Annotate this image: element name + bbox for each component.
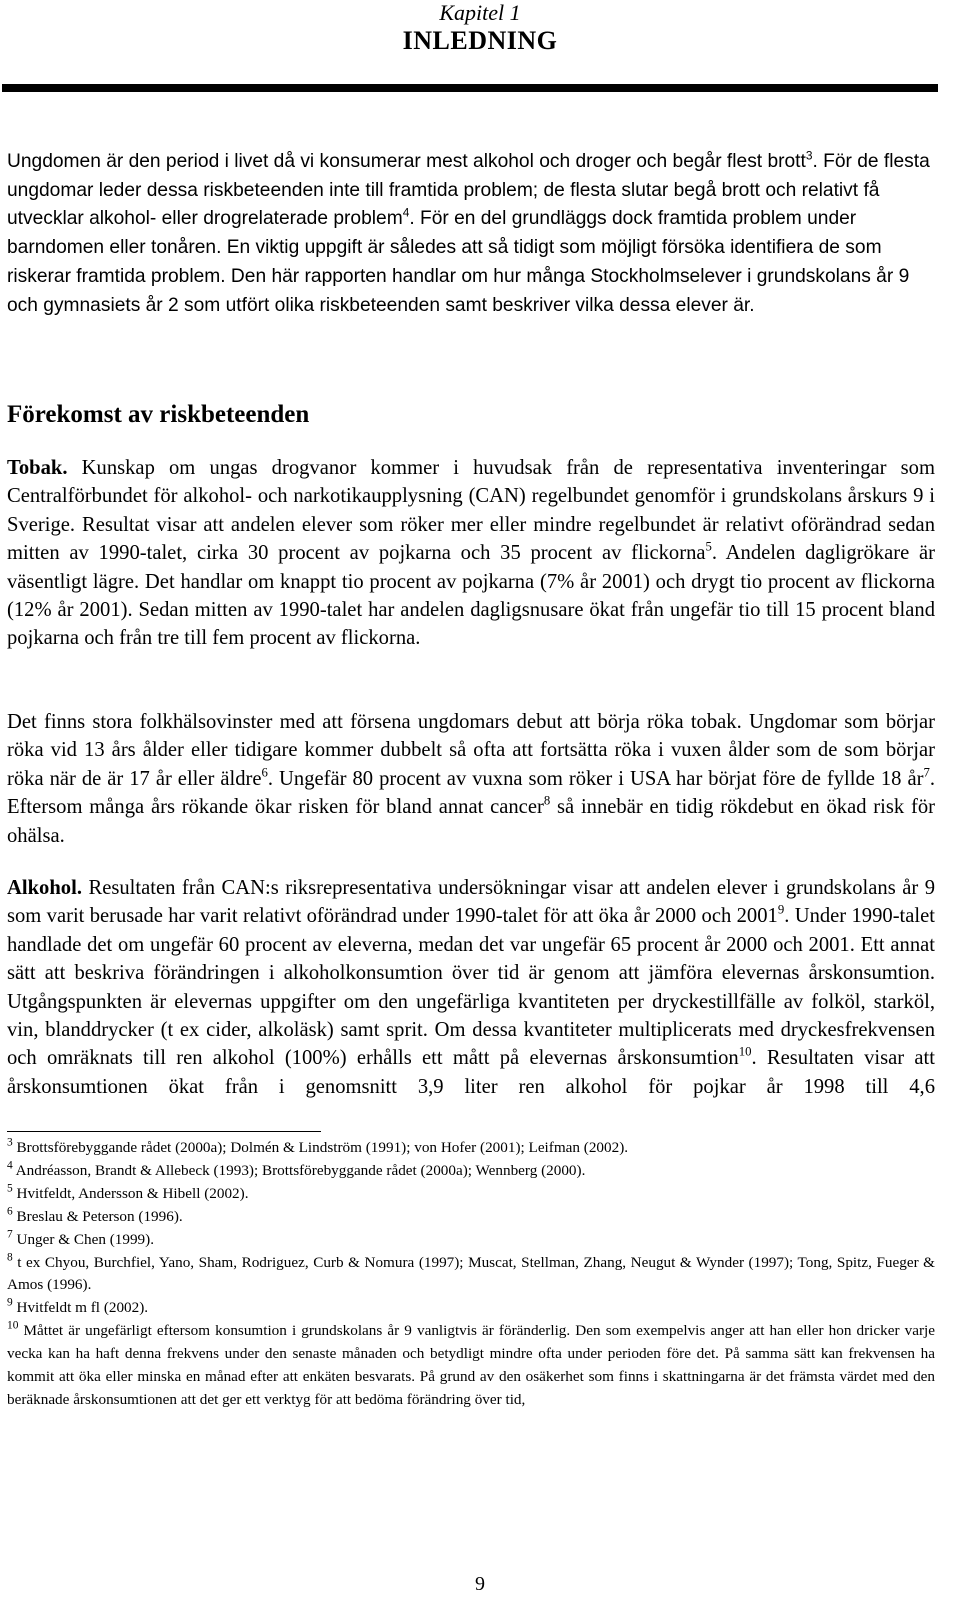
intro-text: . För en del grundläggs dock framtida problem under barndomen eller tonåren. En viktig uppgift är således att så tidigt som möjligt försöka identifiera de som riskerar framtida problem. Den här rapporten handlar om hur många Stockholmselever i grundskolans år 9 och gymnasiets år 2 som utfört olika riskbeteenden samt beskriver vilka dessa elever är. — [7, 208, 910, 316]
intro-text: . För de flesta ungdomar leder dessa riskbeteenden inte till framtida problem; de flesta slutar begå brott och relativt få utvecklar alkohol- eller drogrelaterade problem — [7, 151, 930, 230]
footnote-number: 4 — [7, 1159, 13, 1172]
section-heading: Förekomst av riskbeteenden — [7, 401, 310, 428]
tobak-paragraph — [7, 454, 935, 653]
footnote — [7, 1137, 935, 1160]
paragraph-text: så innebär en tidig rökdebut en ökad risk för ohälsa. — [7, 796, 935, 847]
footnote-text: Måttet är ungefärligt eftersom konsumtion i grundskolans år 9 vanligtvis är föränderlig. Den som exempelvis anger att han eller hon dricker varje vecka kan ha haft denna frekvens under den senaste månaden och betydligt mindre ofta under perioden före det. På samma sätt kan frekvensen ha kommit att öka eller minska en månad efter att enkäten besvarats. På grund av den osäkerhet som finns i skattningarna är det främsta värdet med den beräknade årskonsumtionen att det ger ett verktyg för att bedöma förändring över tid, — [7, 1322, 935, 1408]
paragraph-text: . Resultaten visar att årskonsumtionen ökat från i genomsnitt 3,9 liter ren alkohol för pojkar år 1998 till 4,6 — [7, 1047, 936, 1098]
footnote — [7, 1206, 935, 1229]
footnote — [7, 1183, 935, 1206]
paragraph-lead: Alkohol. — [7, 877, 82, 899]
footnote-number: 8 — [7, 1251, 13, 1264]
footnote-text: Brottsförebyggande rådet (2000a); Dolmén & Lindström (1991); von Hofer (2001); Leifman (2002). — [12, 1139, 629, 1156]
footnote-ref: 7 — [923, 765, 930, 780]
alkohol-paragraph — [7, 874, 935, 1101]
page-number: 9 — [475, 1573, 485, 1595]
folkhalsa-paragraph — [7, 708, 935, 850]
footnote — [7, 1297, 935, 1320]
paragraph-text: . Andelen dagligrökare är väsentligt lägre. Det handlar om knappt tio procent av pojkarna (7% år 2001) och drygt tio procent av flickorna (12% år 2001). Sedan mitten av 1990-talet har andelen dagligsnusare ökat från ungefär tio till 15 procent bland pojkarna och från tre till fem procent av flickorna. — [7, 542, 935, 650]
paragraph-text: Kunskap om ungas drogvanor kommer i huvudsak från de representativa inventeringar som Centralförbundet för alkohol- och narkotikaupplysning (CAN) regelbundet genomför i grundskolans årskurs 9 i Sverige. Resultat visar att andelen elever som röker mer eller mindre regelbundet är relativt oförändrad sedan mitten av 1990-talet, cirka 30 procent av pojkarna och 35 procent av flickorna — [7, 457, 935, 565]
footnote-ref: 9 — [777, 903, 785, 918]
footnote — [7, 1229, 935, 1252]
footnote — [7, 1252, 935, 1298]
footnote-ref: 3 — [805, 148, 813, 163]
footnote-text: Breslau & Peterson (1996). — [12, 1207, 183, 1225]
footnote-text: Hvitfeldt, Andersson & Hibell (2002). — [12, 1184, 249, 1202]
footnote-number: 3 — [7, 1136, 13, 1149]
footnote-number: 6 — [7, 1205, 13, 1218]
footnote-text: t ex Chyou, Burchfiel, Yano, Sham, Rodriguez, Curb & Nomura (1997); Muscat, Stellman, Zhang, Neugut & Wynder (1997); Tong, Spitz, Fueger & Amos (1996). — [7, 1253, 935, 1294]
footnote-ref: 4 — [402, 205, 410, 220]
footnote-text: Hvitfeldt m fl (2002). — [12, 1299, 149, 1317]
paragraph-lead: Tobak. — [7, 457, 68, 479]
paragraph-text: . Eftersom många års rökande ökar risken för bland annat cancer — [7, 767, 935, 819]
footnote-number: 9 — [7, 1297, 13, 1310]
footnote-ref: 8 — [543, 793, 551, 808]
footnotes — [7, 1137, 935, 1412]
footnote-text: Unger & Chen (1999). — [12, 1230, 155, 1248]
footnote-number: 10 — [7, 1319, 19, 1332]
footnote — [7, 1160, 935, 1183]
paragraph-text: Resultaten från CAN:s riksrepresentativa undersökningar visar att andelen elever i grundskolans år 9 som varit berusade har varit relativt oförändrad under 1990-talet för att öka år 2000 och 2001 — [7, 877, 935, 928]
footnote-ref: 5 — [705, 539, 712, 554]
footnote-ref: 6 — [261, 765, 268, 780]
footnote — [7, 1320, 935, 1412]
intro-paragraph — [7, 148, 935, 320]
header-rule — [2, 84, 938, 92]
chapter-title: INLEDNING — [402, 26, 558, 55]
footnote-ref: 10 — [738, 1045, 752, 1060]
footnote-text: Andréasson, Brandt & Allebeck (1993); Brottsförebyggande rådet (2000a); Wennberg (2000). — [12, 1161, 586, 1179]
paragraph-text: . Ungefär 80 procent av vuxna som röker i USA har börjat före de fyllde 18 år — [267, 767, 924, 790]
paragraph-text: Det finns stora folkhälsovinster med att försena ungdomars debut att börja röka tobak. Ungdomar som börjar röka vid 13 års ålder eller tidigare kommer dubbelt så ofta att fortsätta röka i vuxen ålder som de som börjar röka när de är 17 år eller äldre — [7, 711, 935, 790]
footnote-number: 7 — [7, 1228, 13, 1241]
intro-text: Ungdomen är den period i livet då vi konsumerar mest alkohol och droger och begår flest brott — [7, 151, 806, 172]
footnote-separator — [7, 1131, 321, 1132]
footnote-number: 5 — [7, 1182, 13, 1195]
paragraph-text: . Under 1990-talet handlade det om ungefär 60 procent av eleverna, medan det var ungefär 65 procent år 2000 och 2001. Ett annat sätt att beskriva förändringen i alkoholkonsumtion över tid är genom att jämföra elevernas årskonsumtion. Utgångspunkten är elevernas uppgifter om den ungefärliga kvantiteten per dryckestillfälle av folköl, starköl, vin, blanddrycker (t ex cider, alkoläsk) samt sprit. Om dessa kvantiteter multiplicerats med dryckesfrekvensen och omräknats till ren alkohol (100%) erhålls ett mått på elevernas årskonsumtion — [7, 905, 935, 1070]
chapter-label: Kapitel 1 — [439, 0, 521, 25]
